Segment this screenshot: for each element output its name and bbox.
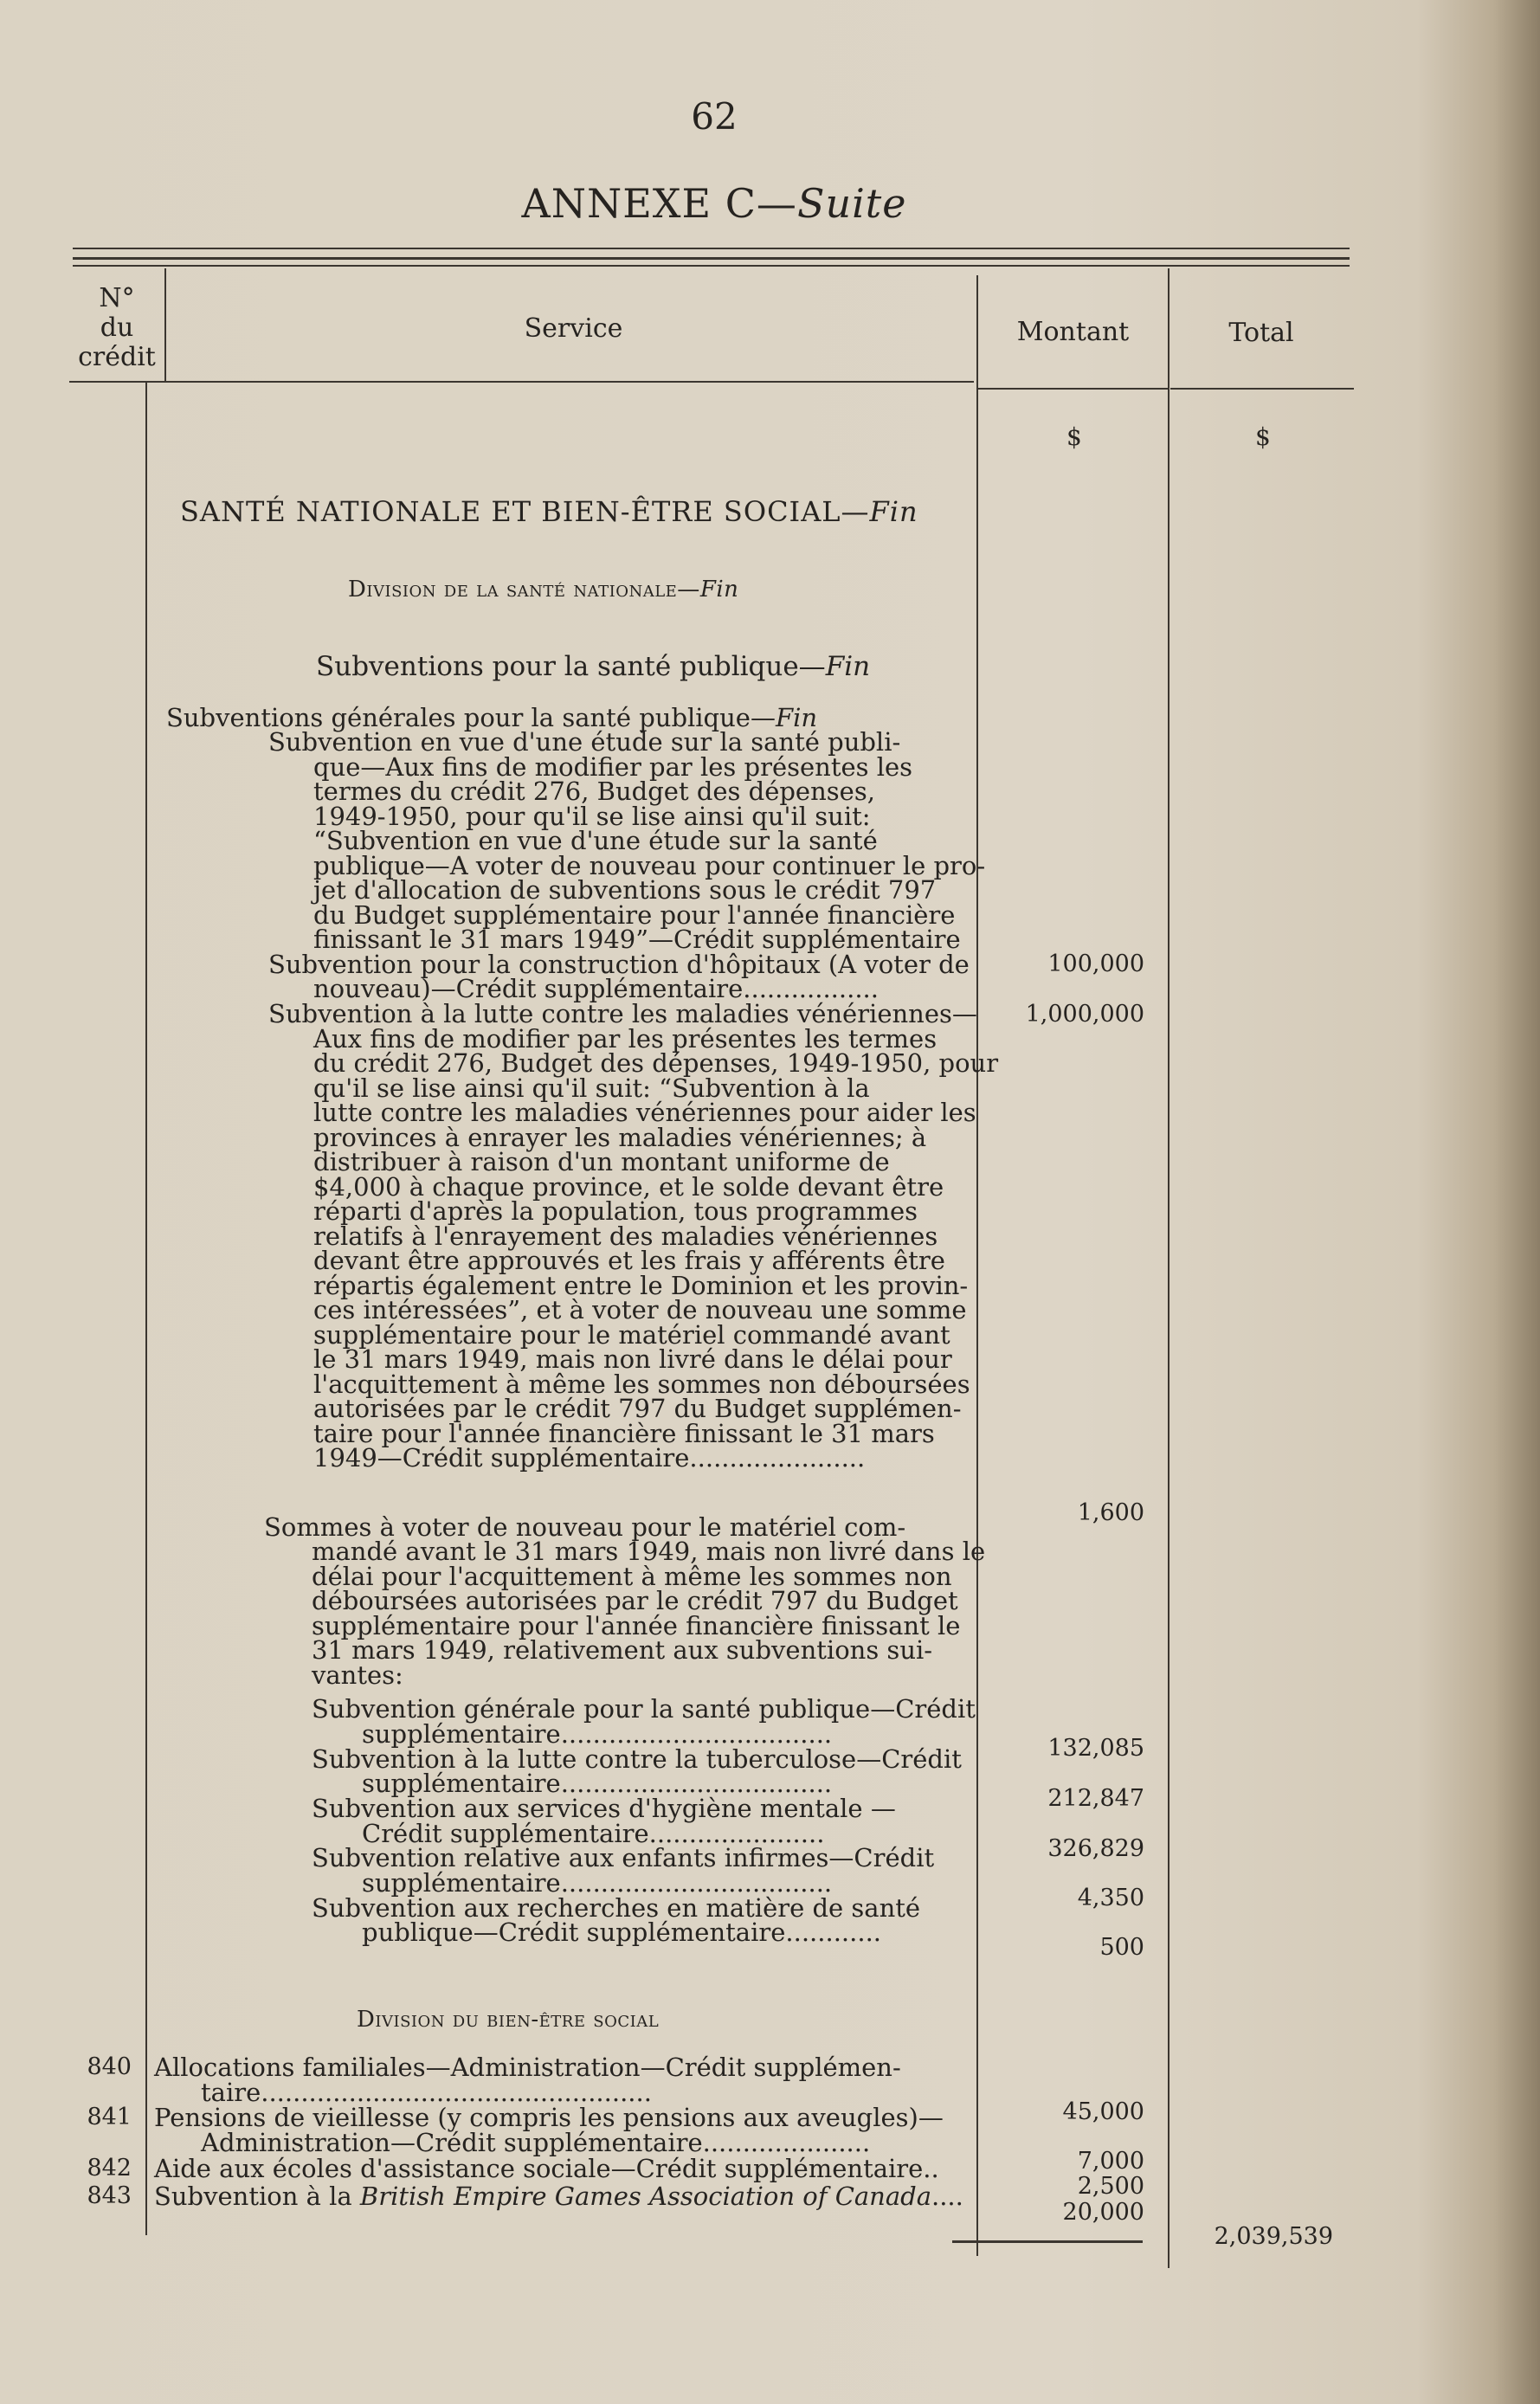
text-line: Subvention aux services d'hygiène mentale — <box>312 1794 896 1823</box>
vote-line <box>154 2182 963 2211</box>
text-line: autorisées par le crédit 797 du Budget supplémen- <box>313 1394 962 1423</box>
hdr-credit: crédit <box>78 342 156 372</box>
text-line: 31 mars 1949, relativement aux subventions sui- <box>312 1635 933 1665</box>
header-underline-total <box>1170 388 1354 390</box>
text-line: Subvention pour la construction d'hôpitaux (A voter de <box>268 950 970 979</box>
amount: 132,085 <box>1047 1735 1144 1762</box>
vote-number: 840 <box>87 2053 132 2080</box>
text-line: du crédit 276, Budget des dépenses, 1949-1950, pour <box>313 1048 999 1078</box>
text-line: taire pour l'année financière finissant le 31 mars <box>313 1419 935 1448</box>
text-line: provinces à enrayer les maladies vénériennes; à <box>313 1123 927 1152</box>
text-line: Subvention générale pour la santé publique—Crédit <box>312 1694 976 1724</box>
col-header-no-credit <box>69 284 164 372</box>
amount: 212,847 <box>1047 1785 1144 1812</box>
vote-amount: 2,500 <box>1077 2173 1144 2200</box>
vote-line: taire................................................. <box>201 2078 652 2107</box>
vote-line: Aide aux écoles d'assistance sociale—Crédit supplémentaire.. <box>154 2154 939 2183</box>
top-rule-3 <box>73 265 1350 267</box>
text-line: “Subvention en vue d'une étude sur la santé <box>313 826 878 855</box>
text-line: que—Aux fins de modifier par les présentes les <box>313 752 913 782</box>
section-title-main: SANTÉ NATIONALE ET BIEN-ÊTRE SOCIAL— <box>180 495 870 528</box>
text-line: jet d'allocation de subventions sous le crédit 797 <box>313 875 937 905</box>
text-line: vantes: <box>312 1660 403 1690</box>
vote-line: Administration—Crédit supplémentaire..................... <box>201 2128 871 2157</box>
text-line: relatifs à l'enrayement des maladies vénériennes <box>313 1221 938 1251</box>
text-line: qu'il se lise ainsi qu'il suit: “Subvention à la <box>313 1073 870 1103</box>
text-line: distribuer à raison d'un montant uniforme de <box>313 1147 890 1176</box>
text-line: termes du crédit 276, Budget des dépenses, <box>313 777 875 806</box>
text-line: l'acquittement à même les sommes non déboursées <box>313 1370 970 1399</box>
text-line: devant être approuvés et les frais y afférents être <box>313 1246 945 1275</box>
text-line: supplémentaire.................................. <box>362 1868 833 1898</box>
header-underline-montant <box>978 388 1169 390</box>
subsection-title <box>316 651 870 682</box>
vote-843-text: Subvention à la <box>154 2182 360 2211</box>
subsection-label: Subventions pour la santé publique— <box>316 651 826 682</box>
text-line: 1949-1950, pour qu'il se lise ainsi qu'il suit: <box>313 802 871 831</box>
grand-total: 2,039,539 <box>1214 2223 1333 2250</box>
group-label: Subventions générales pour la santé publique— <box>166 703 776 732</box>
vote-line: Allocations familiales—Administration—Crédit supplémen- <box>154 2053 901 2082</box>
amount: 4,350 <box>1077 1885 1144 1911</box>
text-line: supplémentaire pour l'année financière finissant le <box>312 1611 961 1640</box>
group-fin: Fin <box>775 703 818 732</box>
vrule-credit-header <box>164 268 166 381</box>
division-sante-nationale <box>348 577 738 603</box>
text-line: le 31 mars 1949, mais non livré dans le délai pour <box>313 1344 952 1374</box>
heading-main: ANNEXE C— <box>521 180 797 227</box>
top-rule-2 <box>73 257 1350 260</box>
vote-amount: 7,000 <box>1077 2148 1144 2175</box>
text-line: publique—Crédit supplémentaire............ <box>362 1917 882 1947</box>
amount: 100,000 <box>1047 951 1144 977</box>
vrule-montant-right <box>1168 268 1169 2268</box>
text-line: lutte contre les maladies vénériennes pour aider les <box>313 1098 976 1127</box>
vote-number: 841 <box>87 2104 132 2130</box>
text-line: supplémentaire.................................. <box>362 1719 833 1749</box>
text-line: Subvention à la lutte contre les maladies vénériennes— <box>268 999 977 1028</box>
text-line: 1949—Crédit supplémentaire...................... <box>313 1443 866 1473</box>
amount: 1,600 <box>1077 1499 1144 1526</box>
text-line: réparti d'après la population, tous programmes <box>313 1196 918 1226</box>
page-number: 62 <box>691 95 738 138</box>
vrule-montant-left <box>976 275 978 2256</box>
text-line: $4,000 à chaque province, et le solde devant être <box>313 1172 944 1202</box>
amount: 326,829 <box>1047 1835 1144 1862</box>
division1-label: Division de la santé nationale— <box>348 577 700 603</box>
text-line: Subvention aux recherches en matière de santé <box>312 1893 921 1923</box>
text-line: déboursées autorisées par le crédit 797 du Budget <box>312 1586 958 1615</box>
text-line: Sommes à voter de nouveau pour le matériel com- <box>264 1512 906 1542</box>
vote-amount: 20,000 <box>1062 2199 1144 2226</box>
col-header-total: Total <box>1228 318 1294 348</box>
currency-montant: $ <box>1066 422 1082 451</box>
subsection-fin: Fin <box>825 651 871 682</box>
vote-number: 842 <box>87 2155 132 2182</box>
text-line: supplémentaire pour le matériel commandé avant <box>313 1320 950 1350</box>
vrule-credit <box>145 383 147 2235</box>
text-line: ces intéressées”, et à voter de nouveau une somme <box>313 1295 967 1324</box>
total-rule <box>952 2240 1143 2243</box>
amount: 500 <box>1099 1934 1144 1961</box>
text-line: finissant le 31 mars 1949”—Crédit supplémentaire <box>313 925 961 954</box>
vote-843-italic: British Empire Games Association of Canada <box>359 2182 931 2211</box>
vote-number: 843 <box>87 2182 132 2209</box>
text-line: supplémentaire.................................. <box>362 1769 833 1798</box>
text-line: nouveau)—Crédit supplémentaire................. <box>313 974 879 1003</box>
text-line: répartis également entre le Dominion et les provin- <box>313 1271 969 1300</box>
heading-italic: Suite <box>796 180 907 227</box>
text-line: Aux fins de modifier par les présentes les termes <box>313 1024 938 1054</box>
hdr-du: du <box>100 313 134 343</box>
header-underline-service <box>69 381 974 383</box>
text-line: Subvention à la lutte contre la tuberculose—Crédit <box>312 1744 962 1774</box>
page-heading <box>0 180 1428 227</box>
vote-amount: 45,000 <box>1062 2098 1144 2125</box>
amount: 1,000,000 <box>1025 1001 1144 1028</box>
vote-843-leader: .... <box>931 2182 963 2211</box>
text-line: Subvention en vue d'une étude sur la santé publi- <box>268 727 901 757</box>
top-rule-1 <box>73 248 1350 249</box>
hdr-no: N° <box>99 283 135 313</box>
text-line: publique—A voter de nouveau pour continuer le pro- <box>313 851 986 880</box>
text-line: délai pour l'acquittement à même les sommes non <box>312 1562 952 1591</box>
section-title-fin: Fin <box>869 495 918 528</box>
section-title <box>180 495 918 528</box>
vote-line: Pensions de vieillesse (y compris les pensions aux aveugles)— <box>154 2103 944 2132</box>
text-line: mandé avant le 31 mars 1949, mais non livré dans le <box>312 1537 986 1566</box>
text-line: du Budget supplémentaire pour l'année financière <box>313 900 956 930</box>
text-line: Crédit supplémentaire...................... <box>362 1819 825 1848</box>
col-header-service: Service <box>524 313 623 344</box>
col-header-montant: Montant <box>1016 317 1130 347</box>
division-bien-etre-social: Division du bien-être social <box>357 2007 660 2033</box>
division1-fin: Fin <box>699 577 739 603</box>
currency-total: $ <box>1255 422 1271 451</box>
text-line: Subvention relative aux enfants infirmes—Crédit <box>312 1843 935 1872</box>
